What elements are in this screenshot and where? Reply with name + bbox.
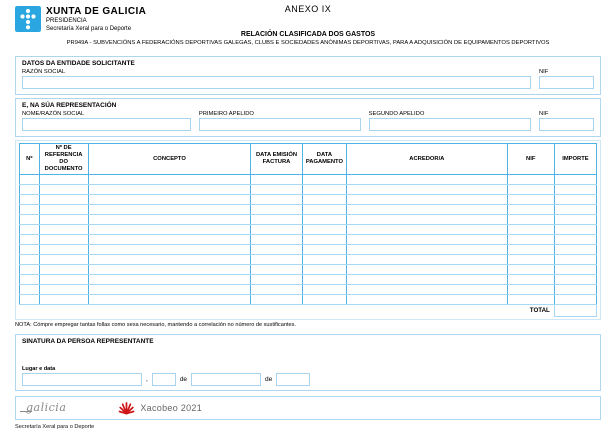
table-cell[interactable] [88,255,251,265]
table-cell[interactable] [347,195,507,205]
table-cell[interactable] [554,265,596,275]
expenses-header-row [20,144,597,175]
footer-dept-text: Secretaría Xeral para o Deporte [15,424,95,430]
table-row [20,265,597,275]
org-dept-2: Secretaría Xeral para o Deporte [46,26,132,32]
table-cell[interactable] [251,255,302,265]
col-header-data-pagamento: DATA PAGAMENTO [302,144,346,175]
table-cell[interactable] [251,245,302,255]
table-cell[interactable] [347,285,507,295]
table-cell[interactable] [20,275,40,285]
table-cell[interactable] [347,185,507,195]
table-cell[interactable] [302,235,346,245]
table-cell[interactable] [554,205,596,215]
xacobeo-logo-block [118,401,202,416]
table-cell[interactable] [88,175,251,185]
table-cell[interactable] [251,215,302,225]
table-cell[interactable] [39,225,88,235]
table-cell[interactable] [554,285,596,295]
table-cell[interactable] [554,255,596,265]
table-cell[interactable] [302,265,346,275]
expenses-table [19,143,597,317]
col-header-importe: IMPORTE [554,144,596,175]
xacobeo-logo-text: Xacobeo 2021 [140,403,203,413]
table-cell[interactable] [347,215,507,225]
table-row [20,205,597,215]
section-signature [15,334,601,391]
table-cell[interactable] [20,255,40,265]
xacobeo-fan-icon [118,401,135,416]
table-cell[interactable] [302,215,346,225]
table-cell[interactable] [20,195,40,205]
table-cell[interactable] [20,215,40,225]
segundo-apelido-field [369,111,531,131]
table-cell[interactable] [88,285,251,295]
table-cell[interactable] [20,265,40,275]
table-cell[interactable] [507,265,554,275]
table-cell[interactable] [554,225,596,235]
table-cell[interactable] [251,285,302,295]
table-cell[interactable] [302,225,346,235]
table-cell[interactable] [507,245,554,255]
table-cell[interactable] [554,235,596,245]
comma-separator: , [146,376,148,383]
table-cell[interactable] [347,205,507,215]
table-cell[interactable] [251,185,302,195]
table-cell[interactable] [507,205,554,215]
col-header-referencia: Nº DE REFERENCIA DO DOCUMENTO [39,144,88,175]
table-cell[interactable] [39,195,88,205]
table-row [20,175,597,185]
table-cell[interactable] [507,185,554,195]
razon-social-field [22,69,531,89]
table-cell[interactable] [251,235,302,245]
table-cell[interactable] [20,225,40,235]
table-cell[interactable] [88,225,251,235]
representative-nif-input[interactable] [539,118,594,131]
total-row [20,305,597,317]
table-cell[interactable] [302,255,346,265]
table-cell[interactable] [88,265,251,275]
representative-nif-field [539,111,594,131]
nome-input[interactable] [22,118,191,131]
entity-nif-field [539,69,594,89]
col-header-data-emision: DATA EMISIÓN FACTURA [251,144,302,175]
table-cell[interactable] [554,175,596,185]
table-cell[interactable] [88,235,251,245]
col-header-acredor: ACREDOR/A [347,144,507,175]
table-cell[interactable] [302,205,346,215]
table-cell[interactable] [251,195,302,205]
table-cell[interactable] [507,285,554,295]
table-cell[interactable] [347,255,507,265]
table-cell[interactable] [88,245,251,255]
table-row [20,215,597,225]
table-cell[interactable] [39,265,88,275]
table-cell[interactable] [88,295,251,305]
section-representation [15,98,601,137]
table-cell[interactable] [251,205,302,215]
primeiro-apelido-input[interactable] [199,118,361,131]
table-cell[interactable] [20,205,40,215]
place-input[interactable] [22,373,142,386]
table-row [20,295,597,305]
table-row [20,275,597,285]
table-cell[interactable] [251,295,302,305]
table-cell[interactable] [347,295,507,305]
table-cell[interactable] [39,295,88,305]
segundo-apelido-input[interactable] [369,118,531,131]
table-cell[interactable] [39,235,88,245]
col-header-numero: Nº [20,144,40,175]
section-entity-title: DATOS DA ENTIDADE SOLICITANTE [22,60,135,67]
place-date-label: Lugar e data [22,366,56,372]
primeiro-apelido-label: PRIMEIRO APELIDO [198,111,254,117]
galicia-logo: galicia [26,401,67,414]
table-cell[interactable] [507,195,554,205]
col-header-concepto: CONCEPTO [88,144,251,175]
form-title: RELACIÓN CLASIFICADA DOS GASTOS [240,31,376,38]
table-cell[interactable] [20,235,40,245]
table-cell[interactable] [507,295,554,305]
table-cell[interactable] [554,245,596,255]
anexo-label: ANEXO IX [284,4,332,14]
table-cell[interactable] [302,175,346,185]
table-row [20,245,597,255]
razon-social-input[interactable] [22,76,531,89]
section-entity-data [15,56,601,95]
place-date-row [22,373,594,386]
de-separator-2: de [265,376,273,383]
table-cell[interactable] [507,225,554,235]
table-cell[interactable] [347,225,507,235]
table-cell[interactable] [39,205,88,215]
table-cell[interactable] [507,215,554,225]
table-cell[interactable] [88,185,251,195]
table-cell[interactable] [507,235,554,245]
table-cell[interactable] [39,215,88,225]
table-row [20,255,597,265]
table-cell[interactable] [347,235,507,245]
section-representation-title: E, NA SÚA REPRESENTACIÓN [22,102,117,109]
table-cell[interactable] [554,195,596,205]
table-cell[interactable] [251,275,302,285]
table-cell[interactable] [302,185,346,195]
table-cell[interactable] [347,275,507,285]
de-separator-1: de [179,376,188,383]
table-cell[interactable] [88,215,251,225]
nome-label: NOME/RAZÓN SOCIAL [22,111,85,117]
expenses-table-body [20,175,597,305]
table-cell[interactable] [39,255,88,265]
table-cell[interactable] [554,215,596,225]
total-label: TOTAL [529,307,550,315]
org-dept-1: PRESIDENCIA [46,18,87,24]
form-subtitle: PR949A - SUBVENCIÓNS A FEDERACIÓNS DEPORTIVAS GALEGAS, CLUBS E SOCIEDADES ANÓNIMAS DEPORTIVAS, PARA A ADQUISICIÓN DE EQUIPAMENTOS DEPORTIVOS [66,40,550,46]
form-titles [15,31,601,46]
table-cell[interactable] [20,175,40,185]
table-cell[interactable] [251,265,302,275]
primeiro-apelido-field [199,111,361,131]
footer-logos-box [15,396,601,420]
table-cell[interactable] [554,185,596,195]
table-cell[interactable] [507,255,554,265]
table-cell[interactable] [302,245,346,255]
table-cell[interactable] [251,225,302,235]
table-cell[interactable] [554,295,596,305]
total-importe-cell[interactable] [554,305,596,317]
table-cell[interactable] [39,275,88,285]
table-cell[interactable] [302,195,346,205]
year-input[interactable] [276,373,310,386]
col-header-nif: NIF [507,144,554,175]
table-note: NOTA: Cómpre empregar tantas follas como sexa necesario, mantendo a correlación no número de xustificantes. [15,322,296,328]
table-cell[interactable] [20,295,40,305]
section-signature-title: SINATURA DA PERSOA REPRESENTANTE [22,338,154,345]
table-cell[interactable] [39,285,88,295]
entity-nif-input[interactable] [539,76,594,89]
org-name: XUNTA DE GALICIA [46,6,147,17]
table-cell[interactable] [20,245,40,255]
table-cell[interactable] [88,195,251,205]
expenses-table-box [15,140,601,320]
form-header [15,4,601,56]
table-cell[interactable] [507,275,554,285]
table-cell[interactable] [347,245,507,255]
table-row [20,235,597,245]
table-cell[interactable] [302,275,346,285]
table-cell[interactable] [347,265,507,275]
day-input[interactable] [152,373,176,386]
table-cell[interactable] [251,175,302,185]
month-input[interactable] [191,373,261,386]
table-cell[interactable] [39,185,88,195]
table-row [20,225,597,235]
table-cell[interactable] [507,175,554,185]
table-cell[interactable] [20,185,40,195]
table-cell[interactable] [554,275,596,285]
table-cell[interactable] [39,245,88,255]
representative-nif-label: NIF [539,111,549,117]
segundo-apelido-label: SEGUNDO APELIDO [368,111,425,117]
entity-nif-label: NIF [539,69,549,75]
razon-social-label: RAZÓN SOCIAL [22,69,66,75]
table-row [20,185,597,195]
table-cell[interactable] [302,285,346,295]
table-row [20,285,597,295]
table-cell[interactable] [347,175,507,185]
table-cell[interactable] [302,295,346,305]
table-row [20,195,597,205]
table-cell[interactable] [20,285,40,295]
nome-field [22,111,191,131]
table-cell[interactable] [88,275,251,285]
table-cell[interactable] [88,205,251,215]
table-cell[interactable] [39,175,88,185]
